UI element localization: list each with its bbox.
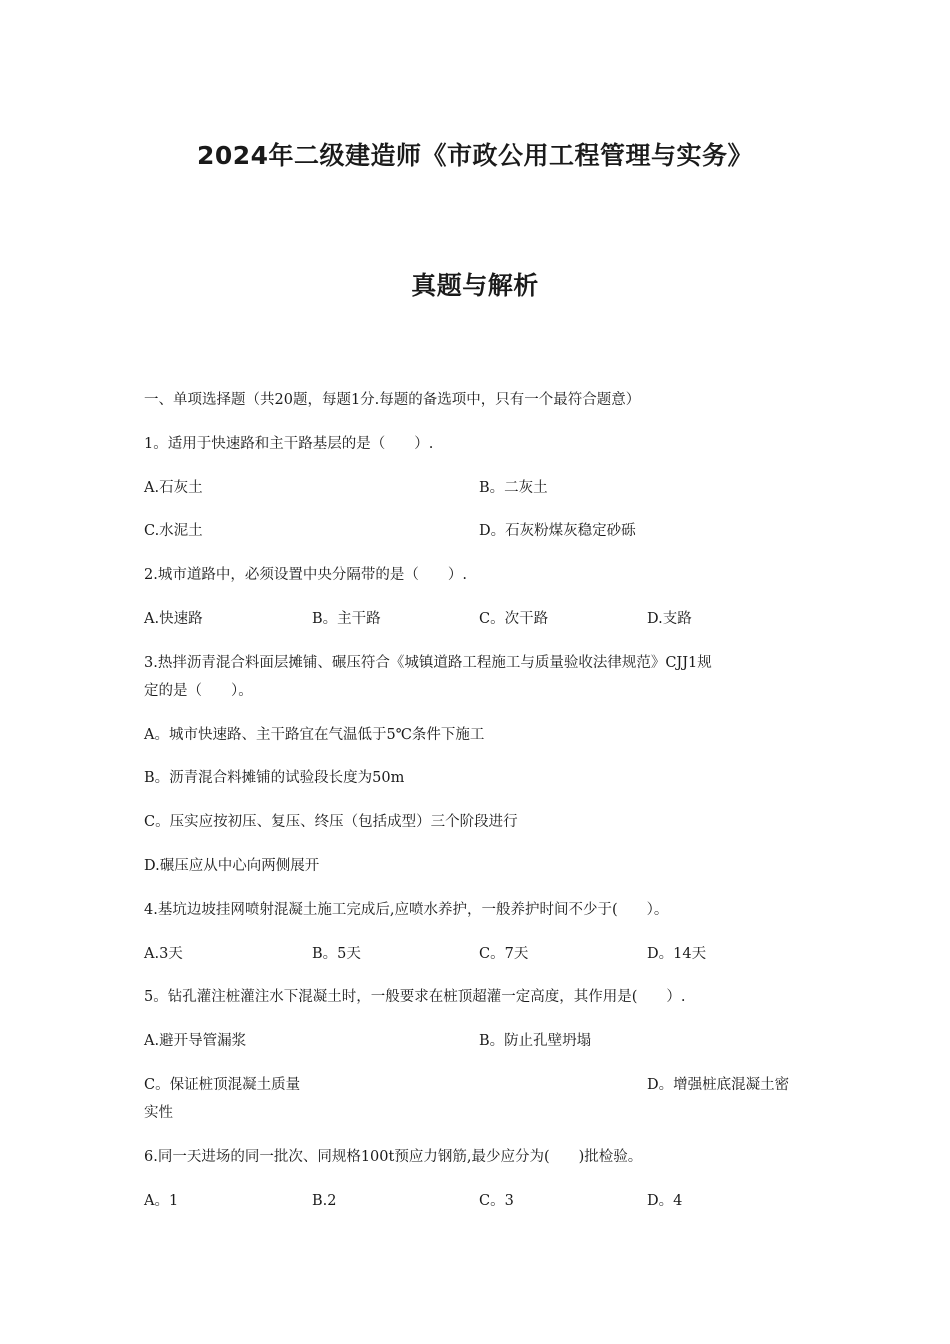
- question-4-stem: 4.基坑边坡挂网喷射混凝土施工完成后,应喷水养护，一般养护时间不少于( ）。: [144, 902, 669, 918]
- question-3-option-a: A。城市快速路、主干路宜在气温低于5℃条件下施工: [144, 727, 485, 743]
- question-1-option-b: B。二灰土: [479, 480, 548, 496]
- question-4-option-d: D。14天: [647, 946, 707, 962]
- question-5-stem: 5。钻孔灌注桩灌注水下混凝土时，一般要求在桩顶超灌一定高度，其作用是( ）.: [144, 989, 686, 1005]
- document-title-line2: 真题与解析: [411, 271, 539, 300]
- question-5-option-b: B。防止孔壁坍塌: [479, 1033, 592, 1049]
- question-1-option-a: A.石灰土: [144, 480, 203, 496]
- question-2-option-a: A.快速路: [144, 611, 203, 627]
- question-3-option-b: B。沥青混合料摊铺的试验段长度为50m: [144, 770, 405, 786]
- question-2-stem: 2.城市道路中，必须设置中央分隔带的是（ ）.: [144, 567, 467, 583]
- question-6-stem: 6.同一天进场的同一批次、同规格100t预应力钢筋,最少应分为( )批检验。: [144, 1149, 643, 1165]
- document-title-line1: 2024年二级建造师《市政公用工程管理与实务》: [196, 141, 754, 170]
- question-3-option-d: D.碾压应从中心向两侧展开: [144, 858, 320, 874]
- question-4-option-b: B。5天: [312, 946, 361, 962]
- question-5-option-d: D。增强桩底混凝土密: [647, 1077, 790, 1093]
- question-3-option-c: C。压实应按初压、复压、终压（包括成型）三个阶段进行: [144, 814, 518, 830]
- question-3-stem-line1: 3.热拌沥青混合料面层摊铺、碾压符合《城镇道路工程施工与质量验收法律规范》CJJ1规: [144, 655, 712, 671]
- question-1-option-d: D。石灰粉煤灰稳定砂砾: [479, 523, 636, 539]
- question-1-stem: 1。适用于快速路和主干路基层的是（ ）.: [144, 436, 434, 452]
- question-6-option-d: D。4: [647, 1193, 683, 1209]
- question-2-option-b: B。主干路: [312, 611, 381, 627]
- question-6-option-c: C。3: [479, 1193, 514, 1209]
- question-6-option-b: B.2: [312, 1193, 337, 1209]
- question-6-option-a: A。1: [144, 1193, 179, 1209]
- question-5-option-c: C。保证桩顶混凝土质量: [144, 1077, 301, 1093]
- section-header: 一、单项选择题（共20题，每题1分.每题的备选项中，只有一个最符合题意）: [144, 392, 641, 408]
- question-4-option-c: C。7天: [479, 946, 529, 962]
- question-3-stem-line2: 定的是（ ）。: [144, 683, 253, 699]
- question-4-option-a: A.3天: [144, 946, 183, 962]
- question-2-option-c: C。次干路: [479, 611, 549, 627]
- question-1-option-c: C.水泥土: [144, 523, 203, 539]
- question-2-option-d: D.支路: [647, 611, 692, 627]
- question-5-option-d-wrap: 实性: [144, 1105, 173, 1121]
- question-5-option-a: A.避开导管漏浆: [144, 1033, 247, 1049]
